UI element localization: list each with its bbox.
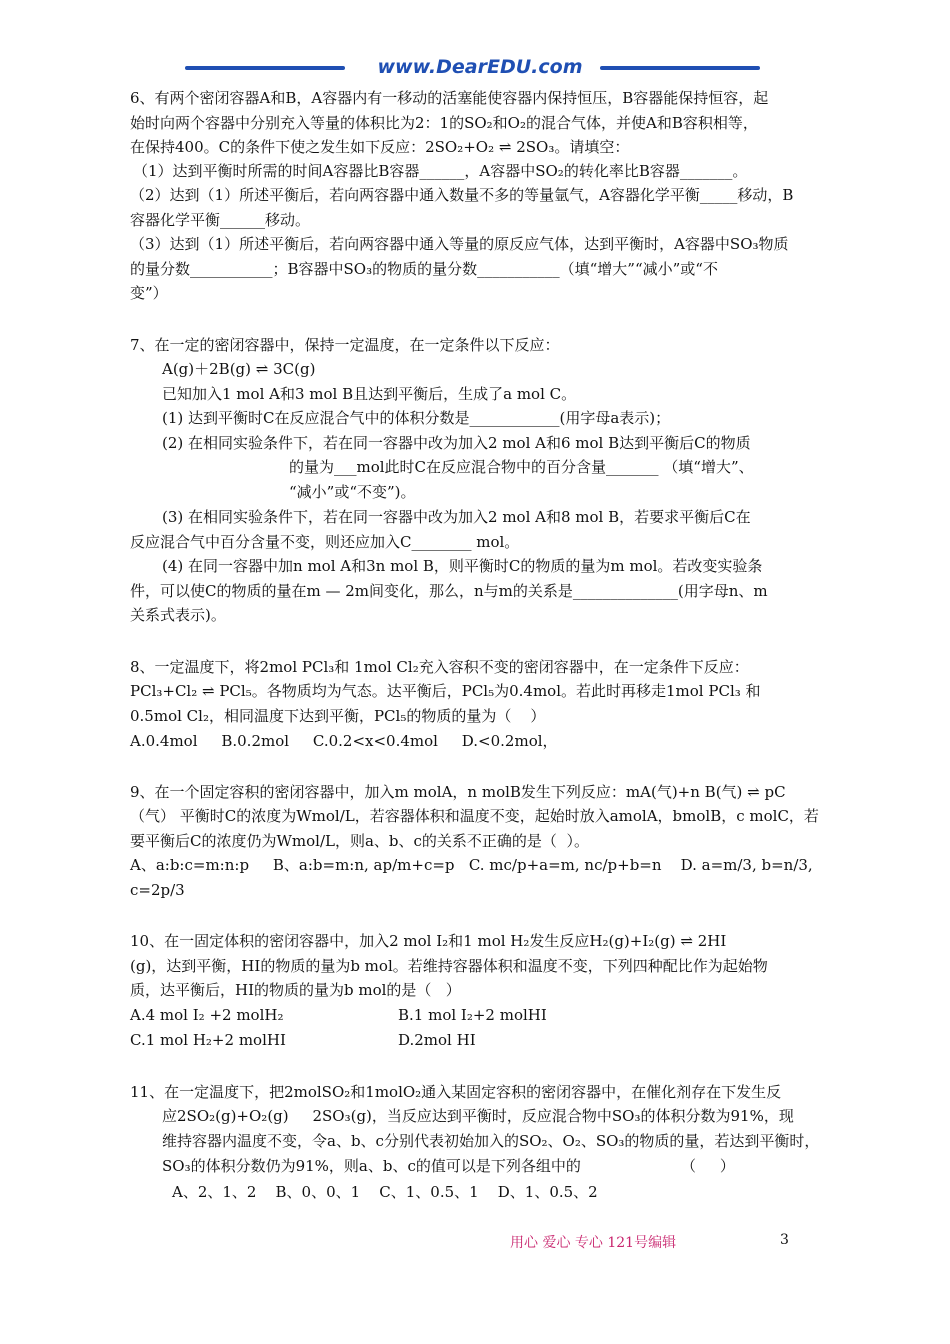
text-line-q11-1: 11、在一定温度下，把2molSO₂和1molO₂通入某固定容积的密闭容器中，在催化剂存在下发生反 <box>130 1083 782 1101</box>
text-line-q8-4: A.0.4mol B.0.2mol C.0.2<x<0.4mol D.<0.2mol， <box>130 732 558 750</box>
text-line-q11-5: A、2、1、2 B、0、0、1 C、1、0.5、1 D、1、0.5、2 <box>172 1183 598 1201</box>
text-line-q6-8: 的量分数___________；B容器中SO₃的物质的量分数___________（填“增大”“减小”或“不 <box>130 260 718 278</box>
text-line-q6-9: 变”） <box>130 284 168 302</box>
header-bar-right <box>600 66 760 70</box>
text-line-q9-4: A、a:b:c=m:n:p B、a:b=m:n, ap/m+c=p C. mc/p+a=m, nc/p+b=n D. a=m/3, b=n/3, <box>130 856 813 874</box>
header-site-logo: www.DearEDU.com <box>377 56 583 78</box>
text-line-q10-2: (g)，达到平衡，HI的物质的量为b mol。若维持容器体积和温度不变，下列四种配比作为起始物 <box>130 957 768 975</box>
text-line-q9-5: c=2p/3 <box>130 881 185 899</box>
text-line-q8-2: PCl₃+Cl₂ ⇌ PCl₅。各物质均为气态。达平衡后，PCl₅为0.4mol。若此时再移走1mol PCl₃ 和 <box>130 682 761 700</box>
text-line-q11-4: SO₃的体积分数仍为91%，则a、b、c的值可以是下列各组中的 （ ） <box>162 1157 735 1175</box>
text-line-q7-2: A(g)＋2B(g) ⇌ 3C(g) <box>162 360 316 378</box>
text-line-q6-5: （2）达到（1）所述平衡后，若向两容器中通入数量不多的等量氩气，A容器化学平衡_____移动，B <box>130 186 794 204</box>
text-line-q7-4: (1) 达到平衡时C在反应混合气中的体积分数是____________(用字母a表示)； <box>162 409 671 427</box>
text-line-q6-3: 在保持400。C的条件下使之发生如下反应：2SO₂+O₂ ⇌ 2SO₃。请填空： <box>130 138 630 156</box>
text-line-q10-1: 10、在一固定体积的密闭容器中，加入2 mol I₂和1 mol H₂发生反应H₂(g)+I₂(g) ⇌ 2HI <box>130 932 727 950</box>
text-line-q11-3: 维持容器内温度不变，令a、b、c分别代表初始加入的SO₂、O₂、SO₃的物质的量，若达到平衡时， <box>162 1132 820 1150</box>
text-line-q7-8: (3) 在相同实验条件下，若在同一容器中改为加入2 mol A和8 mol B，若要求平衡后C在 <box>162 508 751 526</box>
page-number: 3 <box>780 1232 789 1248</box>
text-line-q10-3: 质，达平衡后，HI的物质的量为b mol的是（ ） <box>130 981 461 999</box>
text-line-q9-2: （气） 平衡时C的浓度为Wmol/L，若容器体积和温度不变，起始时放入amolA，bmolB，c molC，若 <box>130 807 819 825</box>
text-line-q7-11: 件，可以使C的物质的量在m — 2m间变化，那么，n与m的关系是______________(用字母n、m <box>130 582 768 600</box>
text-line-q10-6: C.1 mol H₂+2 molHI <box>130 1031 286 1049</box>
text-line-q6-6: 容器化学平衡______移动。 <box>130 211 311 229</box>
footer-text: 用心 爱心 专心 121号编辑 <box>510 1235 677 1251</box>
text-line-q10-7: D.2mol HI <box>398 1031 476 1049</box>
text-line-q7-3: 已知加入1 mol A和3 mol B且达到平衡后，生成了a mol C。 <box>162 385 577 403</box>
text-line-q7-6: 的量为___mol此时C在反应混合物中的百分含量_______ （填“增大”、 <box>289 458 754 476</box>
text-line-q10-4: A.4 mol I₂ +2 molH₂ <box>130 1006 284 1024</box>
header-bar-left <box>185 66 345 70</box>
text-line-q7-10: (4) 在同一容器中加n mol A和3n mol B，则平衡时C的物质的量为m mol。若改变实验条 <box>162 557 763 575</box>
text-line-q6-4: （1）达到平衡时所需的时间A容器比B容器______，A容器中SO₂的转化率比B容器_______。 <box>133 162 748 180</box>
text-line-q6-1: 6、有两个密闭容器A和B，A容器内有一移动的活塞能使容器内保持恒压，B容器能保持恒容，起 <box>130 89 769 107</box>
text-line-q7-5: (2) 在相同实验条件下，若在同一容器中改为加入2 mol A和6 mol B达到平衡后C的物质 <box>162 434 751 452</box>
text-line-q7-1: 7、在一定的密闭容器中，保持一定温度，在一定条件以下反应： <box>130 336 560 354</box>
text-line-q8-1: 8、一定温度下，将2mol PCl₃和 1mol Cl₂充入容积不变的密闭容器中，在一定条件下反应： <box>130 658 749 676</box>
text-line-q7-12: 关系式表示)。 <box>130 606 226 624</box>
text-line-q8-3: 0.5mol Cl₂，相同温度下达到平衡，PCl₅的物质的量为（ ） <box>130 707 546 725</box>
text-line-q6-7: （3）达到（1）所述平衡后，若向两容器中通入等量的原反应气体，达到平衡时，A容器中SO₃物质 <box>130 235 789 253</box>
text-line-q10-5: B.1 mol I₂+2 molHI <box>398 1006 547 1024</box>
text-line-q9-3: 要平衡后C的浓度仍为Wmol/L，则a、b、c的关系不正确的是（ ）。 <box>130 832 589 850</box>
text-line-q6-2: 始时向两个容器中分别充入等量的体积比为2：1的SO₂和O₂的混合气体，并使A和B容积相等， <box>130 114 758 132</box>
text-line-q11-2: 应2SO₂(g)+O₂(g) 2SO₃(g)，当反应达到平衡时，反应混合物中SO₃的体积分数为91%，现 <box>162 1107 794 1125</box>
text-line-q9-1: 9、在一个固定容积的密闭容器中，加入m molA，n molB发生下列反应：mA(气)+n B(气) ⇌ pC <box>130 783 786 801</box>
text-line-q7-7: “减小”或“不变”)。 <box>289 483 416 501</box>
text-line-q7-9: 反应混合气中百分含量不变，则还应加入C________ mol。 <box>130 533 520 551</box>
